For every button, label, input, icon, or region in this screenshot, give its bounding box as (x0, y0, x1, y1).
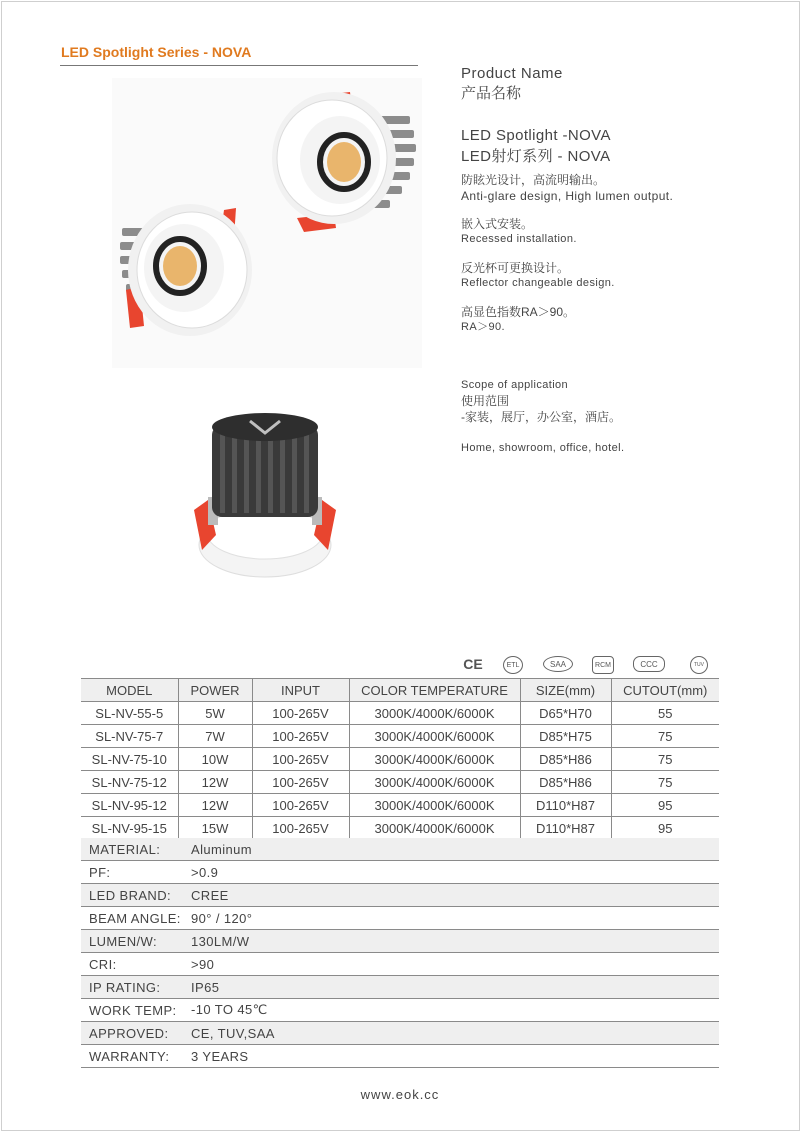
table-row (81, 771, 719, 794)
cell-color-temperature: 3000K/4000K/6000K (349, 725, 520, 748)
saa-mark-icon: SAA (543, 656, 573, 672)
property-row (81, 953, 719, 976)
ccc-mark-icon: CCC (633, 656, 665, 672)
product-image-back (190, 405, 340, 580)
product-image-front (112, 78, 422, 368)
feature-3-en: Reflector changeable design. (461, 277, 615, 289)
cell-model: SL-NV-75-10 (81, 748, 178, 771)
header-power: POWER (178, 679, 252, 702)
cell-color-temperature: 3000K/4000K/6000K (349, 794, 520, 817)
cell-size: D85*H75 (520, 725, 611, 748)
property-label-led-brand: LED BRAND: (81, 884, 189, 907)
ce-mark-icon: CE (463, 656, 483, 672)
cell-power: 10W (178, 748, 252, 771)
property-row (81, 861, 719, 884)
cell-color-temperature: 3000K/4000K/6000K (349, 771, 520, 794)
property-value-pf: >0.9 (189, 861, 719, 884)
certification-marks (0, 656, 800, 672)
property-row (81, 976, 719, 999)
cell-size: D85*H86 (520, 771, 611, 794)
property-label-approved: APPROVED: (81, 1022, 189, 1045)
property-row (81, 1022, 719, 1045)
cell-power: 12W (178, 771, 252, 794)
cell-color-temperature: 3000K/4000K/6000K (349, 748, 520, 771)
table-header-row (81, 679, 719, 702)
feature-4-cn: 高显色指数RA＞90。 (461, 305, 576, 319)
model-name-en: LED Spotlight -NOVA (461, 127, 611, 144)
property-value-warranty: 3 YEARS (189, 1045, 719, 1068)
scope-label-cn: 使用范围 (461, 394, 510, 408)
cell-input: 100-265V (252, 725, 349, 748)
cell-color-temperature: 3000K/4000K/6000K (349, 702, 520, 725)
property-value-beam-angle: 90° / 120° (189, 907, 719, 930)
property-value-led-brand: CREE (189, 884, 719, 907)
feature-3-cn: 反光杯可更换设计。 (461, 261, 570, 275)
feature-2-cn: 嵌入式安装。 (461, 217, 534, 231)
footer-website[interactable]: www.eok.cc (360, 1087, 440, 1102)
cell-model: SL-NV-55-5 (81, 702, 178, 725)
feature-1-en: Anti-glare design, High lumen output. (461, 189, 674, 203)
cell-model: SL-NV-75-12 (81, 771, 178, 794)
header-input: INPUT (252, 679, 349, 702)
cell-power: 5W (178, 702, 252, 725)
product-name-label-en: Product Name (461, 65, 563, 82)
cell-size: D110*H87 (520, 794, 611, 817)
rcm-mark-icon: RCM (592, 656, 614, 674)
table-row (81, 725, 719, 748)
model-name-cn: LED射灯系列 - NOVA (461, 148, 611, 165)
property-label-cri: CRI: (81, 953, 189, 976)
property-row (81, 999, 719, 1022)
property-value-cri: >90 (189, 953, 719, 976)
cell-model: SL-NV-75-7 (81, 725, 178, 748)
property-label-warranty: WARRANTY: (81, 1045, 189, 1068)
property-row (81, 930, 719, 953)
property-value-lumen-per-watt: 130LM/W (189, 930, 719, 953)
cell-size: D110*H87 (520, 817, 611, 840)
product-info (461, 64, 781, 456)
property-label-pf: PF: (81, 861, 189, 884)
table-row (81, 748, 719, 771)
cell-input: 100-265V (252, 702, 349, 725)
cell-color-temperature: 3000K/4000K/6000K (349, 817, 520, 840)
cell-cutout: 75 (611, 748, 719, 771)
header-model: MODEL (81, 679, 178, 702)
header-cutout: CUTOUT(mm) (611, 679, 719, 702)
series-title: LED Spotlight Series - NOVA (61, 44, 252, 60)
cell-input: 100-265V (252, 748, 349, 771)
property-row (81, 884, 719, 907)
property-value-ip-rating: IP65 (189, 976, 719, 999)
property-label-ip-rating: IP RATING: (81, 976, 189, 999)
cell-cutout: 75 (611, 725, 719, 748)
title-divider (60, 65, 418, 66)
cell-cutout: 95 (611, 817, 719, 840)
cell-input: 100-265V (252, 794, 349, 817)
table-row (81, 702, 719, 725)
header-color-temperature: COLOR TEMPERATURE (349, 679, 520, 702)
table-row (81, 794, 719, 817)
scope-list-cn: -家装，展厅，办公室，酒店。 (461, 410, 621, 424)
cell-power: 15W (178, 817, 252, 840)
property-row (81, 838, 719, 861)
cell-input: 100-265V (252, 771, 349, 794)
header-size: SIZE(mm) (520, 679, 611, 702)
cell-model: SL-NV-95-15 (81, 817, 178, 840)
feature-2-en: Recessed installation. (461, 233, 577, 245)
feature-1-cn: 防眩光设计，高流明输出。 (461, 173, 606, 187)
table-row (81, 817, 719, 840)
property-value-approved: CE, TUV,SAA (189, 1022, 719, 1045)
tuv-mark-icon: TUV (690, 656, 708, 674)
property-label-work-temp: WORK TEMP: (81, 999, 189, 1022)
property-label-material: MATERIAL: (81, 838, 189, 861)
property-value-material: Aluminum (189, 838, 719, 861)
property-label-beam-angle: BEAM ANGLE: (81, 907, 189, 930)
cell-cutout: 95 (611, 794, 719, 817)
cell-power: 12W (178, 794, 252, 817)
property-row (81, 907, 719, 930)
cell-input: 100-265V (252, 817, 349, 840)
spec-table (81, 678, 719, 840)
cell-size: D65*H70 (520, 702, 611, 725)
cell-cutout: 55 (611, 702, 719, 725)
product-name-label-cn: 产品名称 (461, 85, 522, 102)
cell-size: D85*H86 (520, 748, 611, 771)
scope-list-en: Home, showroom, office, hotel. (461, 442, 625, 454)
feature-4-en: RA＞90. (461, 321, 505, 333)
property-row (81, 1045, 719, 1068)
property-label-lumen-per-watt: LUMEN/W: (81, 930, 189, 953)
etl-mark-icon: ETL (503, 656, 523, 674)
property-value-work-temp: -10 TO 45℃ (189, 999, 719, 1022)
cell-model: SL-NV-95-12 (81, 794, 178, 817)
cell-power: 7W (178, 725, 252, 748)
properties-table (81, 838, 719, 1068)
cell-cutout: 75 (611, 771, 719, 794)
scope-label-en: Scope of application (461, 379, 569, 391)
